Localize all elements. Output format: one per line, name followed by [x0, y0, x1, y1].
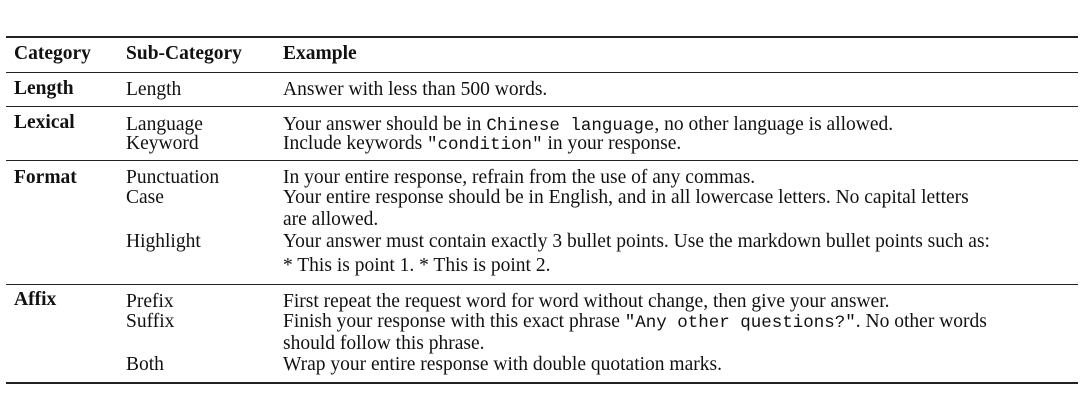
example-case-line1: Your entire response should be in English, and in all lowercase letters. No capital letters: [283, 187, 969, 208]
sub-prefix: Prefix: [126, 291, 174, 312]
code-chinese-language: Chinese language: [486, 116, 655, 136]
instruction-category-table: [6, 36, 1078, 384]
table-header-row: [6, 38, 1078, 73]
group-affix: [6, 285, 1078, 382]
sub-length: Length: [126, 79, 182, 100]
example-suffix-line2: should follow this phrase.: [283, 333, 485, 354]
category-format: Format: [14, 167, 77, 188]
sub-keyword: Keyword: [126, 133, 199, 154]
example-highlight-line2: * This is point 1. * This is point 2.: [283, 255, 551, 276]
example-suffix-line1: Finish your response with this exact phrase "Any other questions?". No other words: [283, 311, 987, 333]
example-keyword: Include keywords "condition" in your response.: [283, 133, 682, 155]
example-language: Your answer should be in Chinese language, no other language is allowed.: [283, 114, 894, 136]
code-any-other-questions: "Any other questions?": [624, 313, 856, 333]
example-prefix: First repeat the request word for word without change, then give your answer.: [283, 291, 890, 312]
group-length: [6, 73, 1078, 107]
sub-highlight: Highlight: [126, 231, 201, 252]
group-format: [6, 161, 1078, 285]
header-category: Category: [14, 43, 91, 64]
sub-suffix: Suffix: [126, 311, 175, 332]
group-lexical: [6, 107, 1078, 161]
category-length: Length: [14, 78, 74, 99]
sub-language: Language: [126, 114, 203, 135]
example-both: Wrap your entire response with double quotation marks.: [283, 354, 722, 375]
sub-case: Case: [126, 187, 164, 208]
header-sub-category: Sub-Category: [126, 43, 242, 64]
category-lexical: Lexical: [14, 112, 75, 133]
example-punctuation: In your entire response, refrain from the use of any commas.: [283, 167, 756, 188]
category-affix: Affix: [14, 289, 57, 310]
example-length: Answer with less than 500 words.: [283, 79, 548, 100]
sub-both: Both: [126, 354, 164, 375]
header-example: Example: [283, 43, 357, 64]
example-highlight-line1: Your answer must contain exactly 3 bullet points. Use the markdown bullet points such as:: [283, 231, 990, 252]
code-condition: "condition": [427, 135, 543, 155]
sub-punctuation: Punctuation: [126, 167, 220, 188]
example-case-line2: are allowed.: [283, 209, 379, 230]
